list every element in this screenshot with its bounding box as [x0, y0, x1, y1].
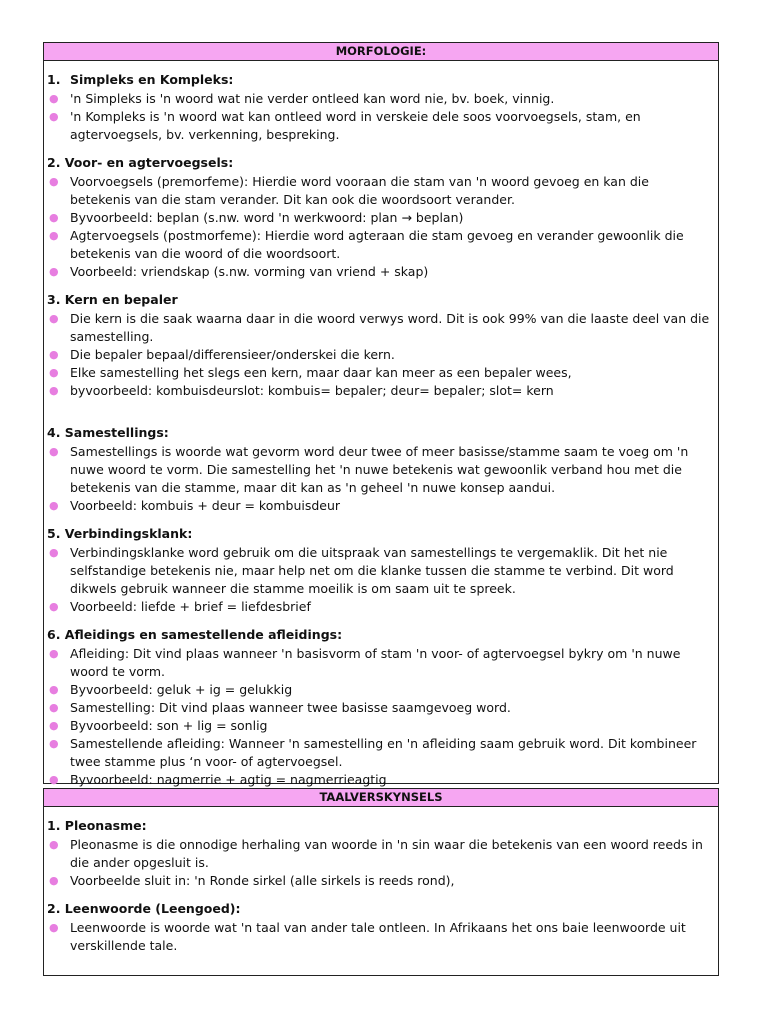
list-item-text: 'n Kompleks is 'n woord wat kan ontleed word in verskeie dele soos voorvoegsels, stam, en agtervoegsels, bv. verkenning, bespreking. — [70, 109, 641, 142]
taalverskynsels-title: TAALVERSKYNSELS — [44, 789, 718, 807]
section-voor-agtervoegsels — [47, 154, 712, 281]
list-item-text: Byvoorbeeld: beplan (s.nw. word 'n werkwoord: plan → beplan) — [70, 210, 464, 225]
bullet-icon: ● — [49, 265, 59, 278]
bullet-list — [47, 836, 712, 890]
list-item-text: Voorvoegsels (premorfeme): Hierdie word vooraan die stam van 'n woord gevoeg en kan die betekenis van die stam verander. Dit kan ook die woordsoort verander. — [70, 174, 649, 207]
morfologie-title: MORFOLOGIE: — [44, 43, 718, 61]
bullet-icon: ● — [49, 175, 59, 188]
bullet-icon: ● — [49, 719, 59, 732]
bullet-list — [47, 645, 712, 789]
bullet-icon: ● — [49, 773, 59, 786]
list-item — [47, 681, 712, 699]
list-item — [47, 497, 712, 515]
bullet-list — [47, 173, 712, 281]
bullet-list — [47, 544, 712, 616]
list-item-text: Verbindingsklanke word gebruik om die uitspraak van samestellings te vergemaklik. Dit het nie selfstandige betekenis nie, maar help net om die klanke tussen die stamme te verbind. Dit word dikwels gebruik wanneer die stamme moeilik is om saam uit te spreek. — [70, 545, 674, 596]
list-item — [47, 227, 712, 263]
list-item-text: Byvoorbeeld: nagmerrie + agtig = nagmerrieagtig — [70, 772, 387, 787]
taalverskynsels-box — [43, 788, 719, 976]
list-item — [47, 771, 712, 789]
list-item — [47, 872, 712, 890]
bullet-icon: ● — [49, 499, 59, 512]
list-item-text: Samestelling: Dit vind plaas wanneer twee basisse saamgevoeg word. — [70, 700, 511, 715]
section-kern-bepaler — [47, 291, 712, 400]
list-item-text: byvoorbeeld: kombuisdeurslot: kombuis= bepaler; deur= bepaler; slot= kern — [70, 383, 554, 398]
bullet-icon: ● — [49, 921, 59, 934]
section-leenwoorde — [47, 900, 712, 955]
bullet-icon: ● — [49, 366, 59, 379]
bullet-icon: ● — [49, 110, 59, 123]
list-item — [47, 735, 712, 771]
list-item-text: Agtervoegsels (postmorfeme): Hierdie word agteraan die stam gevoeg en verander gewoonlik die betekenis van die woord of die woordsoort. — [70, 228, 684, 261]
bullet-icon: ● — [49, 546, 59, 559]
bullet-icon: ● — [49, 384, 59, 397]
bullet-list — [47, 919, 712, 955]
section-heading: 5. Verbindingsklank: — [47, 526, 193, 541]
section-heading — [47, 71, 712, 89]
section-heading: 6. Afleidings en samestellende afleidings: — [47, 627, 343, 642]
list-item — [47, 544, 712, 598]
list-item — [47, 90, 712, 108]
morfologie-content — [44, 71, 718, 789]
section-heading-text: Simpleks en Kompleks: — [70, 72, 234, 87]
bullet-icon: ● — [49, 874, 59, 887]
list-item-text: Byvoorbeeld: geluk + ig = gelukkig — [70, 682, 293, 697]
list-item — [47, 919, 712, 955]
list-item — [47, 645, 712, 681]
section-heading: 1. Pleonasme: — [47, 818, 147, 833]
list-item — [47, 263, 712, 281]
list-item-text: Samestellende afleiding: Wanneer 'n samestelling en 'n afleiding saam gebruik word. Dit kombineer twee stamme plus ‘n voor- of agtervoegsel. — [70, 736, 697, 769]
list-item — [47, 346, 712, 364]
list-item — [47, 310, 712, 346]
section-pleonasme — [47, 817, 712, 890]
taalverskynsels-content — [44, 817, 718, 955]
list-item-text: Samestellings is woorde wat gevorm word deur twee of meer basisse/stamme saam te voeg om 'n nuwe woord te vorm. Die samestelling het 'n nuwe betekenis wat gewoonlik verband hou met die betekenis van die stamme, maar dit kan as 'n geheel 'n nuwe konsep aandui. — [70, 444, 689, 495]
list-item — [47, 364, 712, 382]
section-verbindingsklank — [47, 525, 712, 616]
list-item — [47, 209, 712, 227]
list-item-text: Leenwoorde is woorde wat 'n taal van ander tale ontleen. In Afrikaans het ons baie leenwoorde uit verskillende tale. — [70, 920, 686, 953]
list-item-text: Voorbeelde sluit in: 'n Ronde sirkel (alle sirkels is reeds rond), — [70, 873, 455, 888]
bullet-icon: ● — [49, 647, 59, 660]
bullet-icon: ● — [49, 229, 59, 242]
section-number: 1. — [47, 72, 61, 87]
section-heading: 4. Samestellings: — [47, 425, 169, 440]
list-item — [47, 836, 712, 872]
bullet-icon: ● — [49, 683, 59, 696]
bullet-icon: ● — [49, 348, 59, 361]
list-item-text: Pleonasme is die onnodige herhaling van woorde in 'n sin waar die betekenis van een woord reeds in die ander opgesluit is. — [70, 837, 703, 870]
section-heading: 3. Kern en bepaler — [47, 292, 178, 307]
list-item-text: Elke samestelling het slegs een kern, maar daar kan meer as een bepaler wees, — [70, 365, 572, 380]
bullet-icon: ● — [49, 312, 59, 325]
list-item — [47, 443, 712, 497]
list-item — [47, 108, 712, 144]
bullet-icon: ● — [49, 211, 59, 224]
list-item-text: Voorbeeld: vriendskap (s.nw. vorming van vriend + skap) — [70, 264, 429, 279]
list-item — [47, 699, 712, 717]
list-item — [47, 717, 712, 735]
list-item — [47, 382, 712, 400]
section-heading: 2. Voor- en agtervoegsels: — [47, 155, 234, 170]
morfologie-box — [43, 42, 719, 787]
list-item — [47, 598, 712, 616]
section-heading: 2. Leenwoorde (Leengoed): — [47, 901, 241, 916]
bullet-icon: ● — [49, 838, 59, 851]
list-item-text: Voorbeeld: liefde + brief = liefdesbrief — [70, 599, 311, 614]
bullet-icon: ● — [49, 701, 59, 714]
section-samestellings — [47, 424, 712, 515]
list-item-text: Afleiding: Dit vind plaas wanneer 'n basisvorm of stam 'n voor- of agtervoegsel bykry om 'n nuwe woord te vorm. — [70, 646, 681, 679]
bullet-icon: ● — [49, 737, 59, 750]
bullet-list — [47, 310, 712, 400]
list-item — [47, 173, 712, 209]
section-afleidings — [47, 626, 712, 789]
list-item-text: Die kern is die saak waarna daar in die woord verwys word. Dit is ook 99% van die laaste deel van die samestelling. — [70, 311, 710, 344]
list-item-text: Voorbeeld: kombuis + deur = kombuisdeur — [70, 498, 341, 513]
bullet-list — [47, 90, 712, 144]
bullet-icon: ● — [49, 445, 59, 458]
list-item-text: 'n Simpleks is 'n woord wat nie verder ontleed kan word nie, bv. boek, vinnig. — [70, 91, 555, 106]
section-simpleks-kompleks — [47, 71, 712, 144]
bullet-icon: ● — [49, 600, 59, 613]
list-item-text: Byvoorbeeld: son + lig = sonlig — [70, 718, 268, 733]
list-item-text: Die bepaler bepaal/differensieer/onderskei die kern. — [70, 347, 395, 362]
bullet-icon: ● — [49, 92, 59, 105]
bullet-list — [47, 443, 712, 515]
